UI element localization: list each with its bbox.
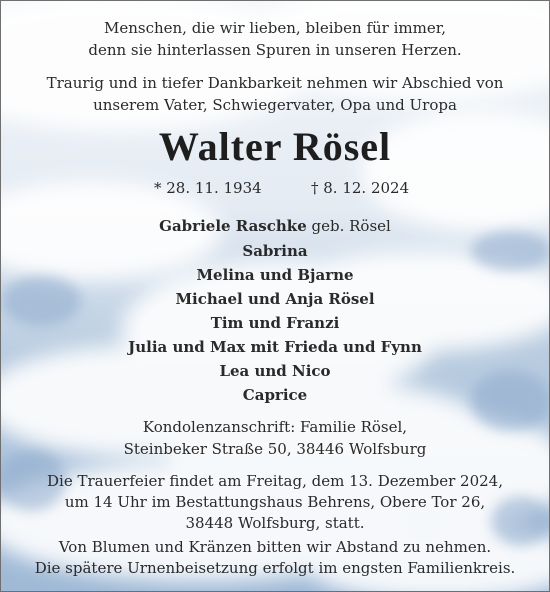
condolence-line-1: Kondolenzanschrift: Familie Rösel, [142,418,408,436]
funeral-line-3: 38448 Wolfsburg, statt. [185,514,365,532]
notice-text [1,1,549,591]
mourner-item: Caprice [242,386,308,404]
mourner-maiden-name: geb. Rösel [311,217,391,235]
mourner-item: Julia und Max mit Frieda und Fynn [128,338,422,356]
closing-line-2: Die spätere Urnenbeisetzung erfolgt im engsten Familienkreis. [34,559,516,577]
deceased-name: Walter Rösel [158,124,392,169]
condolence-line-2: Steinbeker Straße 50, 38446 Wolfsburg [123,440,427,458]
mourner-item: Lea und Nico [219,362,331,380]
mourner-item: Sabrina [242,242,308,260]
mourner-name: Gabriele Raschke [159,217,307,235]
intro-line-1: Traurig und in tiefer Dankbarkeit nehmen wir Abschied von [46,74,504,92]
funeral-line-2: um 14 Uhr im Bestattungshaus Behrens, Obere Tor 26, [64,493,486,511]
poem-line-2: denn sie hinterlassen Spuren in unseren Herzen. [88,41,462,59]
life-dates [1,179,549,199]
poem-line-1: Menschen, die wir lieben, bleiben für immer, [103,19,447,37]
death-date: † 8. 12. 2024 [311,179,410,197]
mourner-item: Tim und Franzi [210,314,340,332]
funeral-line-1: Die Trauerfeier findet am Freitag, dem 13. Dezember 2024, [47,472,503,490]
intro-line-2: unserem Vater, Schwiegervater, Opa und Uropa [93,96,457,114]
mourner-item: Michael und Anja Rösel [175,290,375,308]
closing-line-1: Von Blumen und Kränzen bitten wir Abstand zu nehmen. [58,538,492,556]
mourner-gabriele [1,217,549,235]
mourner-item: Melina und Bjarne [196,266,354,284]
birth-date: * 28. 11. 1934 [154,179,262,197]
